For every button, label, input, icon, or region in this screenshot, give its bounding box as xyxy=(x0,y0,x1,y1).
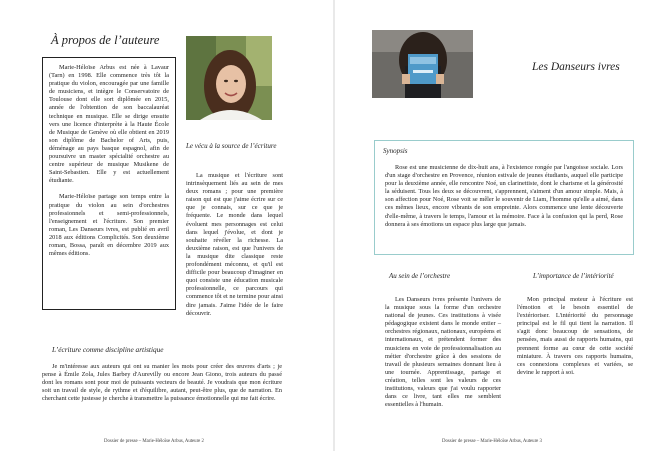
interiorite-heading: L’importance de l’intériorité xyxy=(533,272,614,280)
synopsis-text: Rose est une musicienne de dix-huit ans, à l'existence rongée par l'angoisse sociale. Lors d'un stage d'orchestre en Provence, réunion estivale de jeunes étudiants, auquel elle participe pour la deuxième année, elle rencontre Noé, un clarinettiste, dont le charisme et la générosité la séduisent. Tous les deux se découvrent, s'apprennent, s'aiment d'un amour simple. Mais, à son affection pour Noé, Rose voit se mêler le souvenir de Liam, l'homme qu'elle a aimé, dans ces mêmes lieux, encore vibrants de son empreinte. Alors commence une lente découverte d'elle-même, à travers le temps, l'amour et la mémoire. Face à la confusion qui la perd, Rose donnera à ses émotions un espace plus large que jamais. xyxy=(385,164,623,228)
discipline-text: Je m'intéresse aux auteurs qui ont su manier les mots pour créer des œuvres d'arts ; je pense à Émile Zola, Jules Barbey d'Aurevilly ou encore Jean Giono, trois auteurs du passé dont les romans sont pour moi de puissants vecteurs de beauté. Je voudrais que mon écriture soit un travail de style, de rythme et d'équilibre, autant, peut-être plus, que de narration. En cherchant cette justesse je cherche à transmettre la puissance émotionnelle qui me fait écrire. xyxy=(42,363,282,403)
orchestre-text: Les Danseurs ivres présente l'univers de la musique sous la forme d'un orchestre national de jeunes. Ces institutions à visée pédagogique existent dans le monde entier – orchestres régionaux, nationaux, européens et internationaux, et prétendent former des musiciens en voie de professionnalisation au métier d'orchestre grâce à des sessions de travail de plusieurs semaines donnant lieu à une tournée. Apprentissage, partage et création, telles sont les valeurs de ces institutions, valeurs que j'ai voulu rapporter dans ce livre, tant elles me semblent essentielles à l'humain. xyxy=(385,296,501,409)
author-portrait-image xyxy=(186,36,272,120)
discipline-heading: L’écriture comme discipline artistique xyxy=(52,345,164,354)
bio-box xyxy=(42,57,176,310)
vecu-heading: Le vécu à la source de l’écriture xyxy=(186,142,277,150)
page-left xyxy=(0,0,333,451)
footer-right: Dossier de presse – Marie-Héloïse Arbus, Auteure 3 xyxy=(442,439,542,444)
author-section-title: À propos de l’auteure xyxy=(51,33,160,47)
book-title: Les Danseurs ivres xyxy=(532,61,620,73)
footer-left: Dossier de presse – Marie-Héloïse Arbus, Auteure 2 xyxy=(104,439,204,444)
reader-with-book-image xyxy=(372,30,473,98)
synopsis-heading: Synopsis xyxy=(383,147,408,155)
synopsis-box xyxy=(374,140,634,255)
orchestre-heading: Au sein de l’orchestre xyxy=(389,272,451,280)
bio-paragraph-2: Marie-Héloïse partage son temps entre la pratique du violon au sein d'orchestres professionnels et semi-professionnels, l'enseignement et l'écriture. Son premier roman, Les Danseurs ivres, est publié en avril 2018 aux éditions Complicités. Son deuxième roman, Bossa, paraît en décembre 2019 aux mêmes éditions. xyxy=(49,193,169,258)
vecu-text: La musique et l'écriture sont intrinsèquement liés au sein de mes deux romans ; pour une première raison qui est que j'aime écrire sur ce que je connais, sur ce que je fréquente. Le monde dans lequel évoluent mes personnages est celui dans lequel j'évolue, et dont je souhaite révéler la richesse. La deuxième raison, est que l'univers de la musique dite classique reste profondément méconnu, et qu'il est difficile pour beaucoup d'imaginer en quoi consiste une éducation musicale professionnelle, ce parcours qui commence tôt et ne termine pour ainsi dire jamais. J'aime l'idée de le faire découvrir. xyxy=(186,172,283,317)
author-photo xyxy=(186,36,272,120)
interiorite-text: Mon principal moteur à l'écriture est l'émotion et le besoin essentiel de l'extérioriser. L'intériorité du personnage principal est le fil qui tient la narration. Il s'agit donc beaucoup de sensations, de pensées, mais aussi de rapports humains, qui prennent forme au cœur de cette société miniature. À travers ces rapports humains, ces connexions complexes et variées, se devine le rapport à soi. xyxy=(517,296,633,376)
bio-paragraph-1: Marie-Héloïse Arbus est née à Lavaur (Tarn) en 1998. Elle commence très tôt la pratique du violon, encouragée par une famille de musiciens, et intègre le Conservatoire de Toulouse dont elle sort diplômée en 2015, année de l'obtention de son baccalauréat technique en musique. Elle se dirige ensuite vers une licence d'interprète à la Haute École de Musique de Genève où elle obtient en 2019 son diplôme de Bachelor of Arts, puis, déménage au pays basque espagnol, afin de poursuivre un master spécialité orchestre au centre supérieur de musique Musikene de Saint-Sebastien. Elle y est actuellement étudiante. xyxy=(49,64,169,185)
book-photo xyxy=(372,30,473,98)
page-right xyxy=(335,0,668,451)
